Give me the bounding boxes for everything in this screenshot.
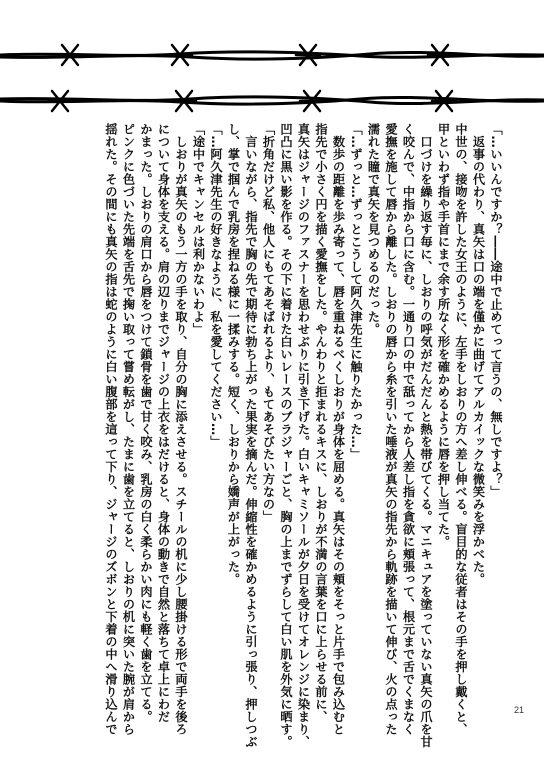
text-column: 数歩の距離を歩み寄って、唇を重ねるべくしおりが身体を屈める。真矢はその頬をそっと片手で包み込むと bbox=[331, 123, 346, 736]
text-column: 「…阿久津先生の好きなように、私を愛してください…」 bbox=[209, 123, 223, 448]
text-column: ピンクに色づいた先端を舌先で掬い取って嘗め転がし、たまに歯を立てると、しおりの机に突いた腕が肩から bbox=[121, 123, 136, 736]
text-column: 「途中でキャンセルは利かないわよ」 bbox=[191, 123, 206, 336]
text-column: 愛撫を施して唇から離した。しおりの唇から糸を引いた唾液が真矢の指先から軌跡を描いて伸び、火の点った bbox=[384, 123, 398, 736]
barbed-wire-top bbox=[0, 40, 544, 70]
text-column: 「…ずっと…ずっとこうして阿久津先生に触りたかった…」 bbox=[349, 123, 363, 461]
text-column: 「折角だけど私、他人にもてあそばれるより、もてあそびたい方なの」 bbox=[261, 123, 276, 523]
text-column: について身体を支える。肩の辺りまでジャージの上衣をはだけると、身体の動きで自然と落ちて卓上にわだ bbox=[156, 123, 171, 723]
text-column: 返事の代わり、真矢は口の端を僅かに曲げてアルカイックな微笑みを浮かべた。 bbox=[471, 123, 486, 586]
text-column: 揺れた。その間にも真矢の指は蛇のように白い腹部を這って下り、ジャージのズボンと下着の中へ滑り込んで bbox=[104, 123, 118, 736]
text-column: 言いながら、指先で胸の先で期待に勃ち上がった果実を摘んだ。伸縮性を確かめるように引っ張り、押しつぶ bbox=[244, 123, 258, 748]
text-column: 口づけを繰り返す毎に、しおりの呼気がだんだんと熱を帯びてくる。マニキュアを塗っていない真矢の爪を甘 bbox=[419, 123, 433, 748]
text-column: 指先で小さく円を描く愛撫をした。やんわりと拒まれるキスに、しおりが不満の言葉を口に上らせる前に、 bbox=[314, 123, 328, 723]
barbed-wire-icon bbox=[0, 91, 544, 111]
text-column: 真矢はジャージのファスナーを思わせぶりに引き下げた。白いキャミソールが夕日を受けてオレンジに染まり、 bbox=[296, 123, 311, 748]
text-column: 凹凸に黒い影を作る。その下に着けた白いレースのブラジャーごと、胸の上までずらして白い肌を外気に晒す。 bbox=[279, 123, 293, 748]
text-column: 中世の、接吻を許した女王のように、左手をしおりの方へ差し伸べる。盲目的な従者はその手を押し戴くと、 bbox=[454, 123, 468, 736]
page-number: 21 bbox=[514, 705, 525, 715]
text-column: 濡れた瞳で真矢を見つめるのだった。 bbox=[366, 123, 381, 336]
vertical-text-body bbox=[24, 123, 504, 748]
text-column: 甲といわず指や手首にまで余す所なく形を確かめるように唇を押し当てた。 bbox=[436, 123, 451, 548]
text-column: かまった。しおりの肩口から唇をつけて鎖骨を歯で甘く咬み、乳房の白く柔らかい肉にも軽く歯を立てる。 bbox=[139, 123, 153, 723]
barbed-wire-bottom bbox=[0, 86, 544, 116]
text-column: し、掌で掴んで乳房を捏ねる様に一揉みする。短く、しおりから嬌声が上がった。 bbox=[226, 123, 241, 586]
text-column: く咬んで、中指から口に含む。一通り口の中で舐ってから人差し指を貪欲に頬張って、根元まで舌でくまなく bbox=[401, 123, 416, 736]
barbed-wire-icon bbox=[0, 45, 544, 65]
text-column: 「…いいんですか？――途中で止めてって言うの、無しですよ？」 bbox=[489, 123, 503, 498]
text-column: しおりが真矢のもう一方の手を取り、自分の胸に添えさせる。スチールの机に少し腰掛ける形で両手を後ろ bbox=[174, 123, 188, 736]
